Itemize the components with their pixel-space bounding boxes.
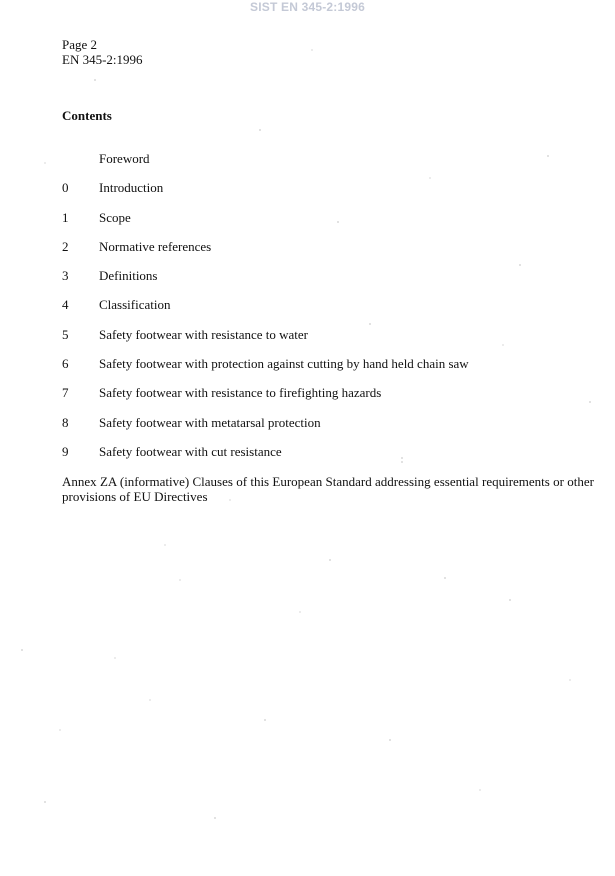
standard-reference: EN 345-2:1996 [62, 52, 143, 67]
toc-entry-title: Introduction [99, 180, 164, 196]
toc-entry-number: 2 [62, 238, 69, 254]
toc-entry-number: 9 [62, 443, 69, 459]
toc-entry-title: Safety footwear with resistance to water [99, 326, 309, 342]
toc-entry-number: 3 [62, 268, 69, 284]
toc-entry-title: Classification [99, 297, 171, 313]
contents-heading: Contents [62, 108, 112, 123]
toc-entry-title: Definitions [99, 268, 158, 284]
toc-entry-title: Scope [99, 209, 131, 225]
toc-entry-title: Foreword [99, 151, 150, 166]
annex-entry: Annex ZA (informative) Clauses of this European Standard addressing essential requirements or other provisions of EU Directives [62, 474, 594, 504]
toc-entry-title: Safety footwear with resistance to firefighting hazards [99, 385, 382, 401]
toc-entry-title: Safety footwear with cut resistance [99, 443, 282, 459]
page-number: Page 2 [62, 37, 98, 52]
toc-entry-number: 4 [62, 297, 69, 313]
toc-entry-title: Normative references [99, 238, 212, 254]
watermark: SIST EN 345-2:1996 [250, 0, 365, 14]
toc-entry-number: 5 [62, 326, 69, 342]
toc-entry-title: Safety footwear with protection against cutting by hand held chain saw [99, 356, 469, 372]
toc-entry-number: 6 [62, 356, 69, 372]
toc-entry-number: 0 [62, 180, 69, 196]
toc-entry-number: 8 [62, 414, 69, 430]
toc-entry-title: Safety footwear with metatarsal protection [99, 414, 321, 430]
toc-entry-number: 1 [62, 209, 69, 225]
toc-entry-number: 7 [62, 385, 69, 401]
